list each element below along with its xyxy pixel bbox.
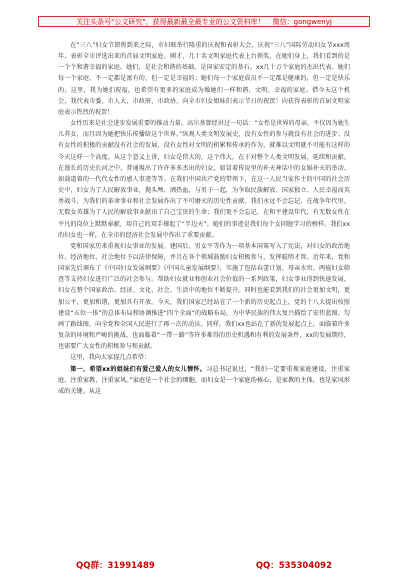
paragraph-text: 女性历来是社会进步发展重要的推动力量。高尔基曾经讲过一句话：“女性是世界的母亲，不仅因为她生儿养女，而且因为她把快乐传播给这个世界。”纵观人类文明发展史，没有女性的参与就没有社会的进步；没有女性的积极的贡献没有社会的发展，没有女性对文明的积累和传承的作为，就难以文明就不可能有这样的今天这样一个高度。从这个意义上讲，妇女是伟大的，这个伟大，在于对整个人类文明发展、延续和贡献。在漫长的历史长河之中，普通現出了许许多多杰出的妇女，如冒着传说里的补天神话中的女娲补天的举动、如载道着的一代代女性的感人事迹等等。在我们中国共产党的带领下，在这一人民当家作主的中国的社会历史中，妇女为了人民解放事业，抛头颅、洒热血，与男子一起，为争取民族解放、国家独立、人民幸福而英勇战斗，为我们的革命事业和社会发展作出了不可磨灭的历史性贡献。我们永远不会忘记，在战争年代里，无数女英雄为了人民的解放事业献出了自己宝贵的生命；我们更不会忘记，在和平建设年代，有无数女性在平凡的岗位上默默奉献，用自己的双手撑起了“半边天”。她们的事迹是我们每个女同胞学习的榜样。我们xx的妇女也一样，在全市的经济社会发展中作出了重要贡献。: [58, 120, 350, 239]
paragraph-text: 这里，我向大家提几点希望：: [70, 354, 151, 362]
paragraph: [58, 40, 350, 118]
paragraph: [58, 241, 350, 353]
paragraph: [58, 364, 350, 397]
footer-qq-number: QQ：535304092: [255, 561, 332, 571]
banner-wechat-text: 微信：gongwenyj: [272, 17, 332, 26]
paragraph-text: 在“三八”妇女节即将到来之际，市妇联举行隆重的庆祝和表彰大会，庆祝“三八”国际劳动妇女节xxx周年，表彰全市评选出来的首届文明家庭。刚才，几十名文明家庭代表上台领奖，在她们身上，我们看到的是一个个和谐幸福的家庭。她们，是社会和谐的基础，是国家安定的基石。xx几十万个家庭的杰出代表。她们每一个家庭，不一定都是富有的，但一定是幸福的；她们每一个家庭成员不一定都是健康的，但一定是快乐的。这里，我为她们祝福，也希望有更多的家庭成为像她们一样和谐、文明、幸福的家庭。借今天这个机会，我代表市委、市人大、市政府、市政协，向全市妇女姐妹们表示节日的祝贺！向获得表彰的首届文明家庭表示热烈的祝贺！: [58, 42, 350, 116]
paragraph: [58, 118, 350, 241]
footer-qq-group: QQ群：31991489: [76, 561, 155, 571]
paragraph-text: 习总书记说过，“我们一定要重视家庭建设，注重家庭、注重家教、注重家风。”家庭是一个社会的细胞，而妇女是一个家庭的核心，是家教的主体，也是家风形成的关键。从这: [58, 365, 350, 395]
document-body: [58, 40, 350, 397]
top-banner: [38, 16, 370, 27]
paragraph-heading: 第一，希望xx的姐妹们有爱己爱人的女儿情怀。: [70, 365, 207, 373]
footer: [40, 559, 368, 571]
paragraph-text: 党和国家历来重视妇女事业的发展。建国后，男女平等作为一项基本国策写入了宪法，对妇女的政治地位、经济地位、社会地位予以法律保障，并且在各个领域鼓励妇女积极参与，发挥聪明才智。近年来，党和国家先后颁布了《中国妇女发展纲要》《中国儿童发展纲要》，实施了包括春蕾计划、母亲水窖、两癌妇女筛查等支持妇女进行广泛的社会参与。帮助妇女就业和创业社会价值的一系列政策，妇女事业得到快速发展，妇女在整个国家政治、经济、文化、社会、生活中的地位不断提升。同时也能看到我们的社会更加文明，更加公平、更加和谐，更加具有开放。今天，我们国家已经站在了一个新的历史起点上，党的十八大提出按照建设“五位一体”的总体布局和协调推进“四个全面”的战略布局，为中华民族的伟大复兴描绘了宏伟蓝图、勾画了路线图，向全党和全国人民进行了再一次的动员。同样，我们xx也站在了新的发展起点上，面临着许多复杂的环境和严峻的挑战，也面临着“一带一路”等许多难得的历史机遇和有利的发展条件，xx的发展期待，也需要广大女性的积极参与和贡献。: [58, 242, 350, 351]
banner-promo-text: 关注头条号"公文研究"，获得最新最全最专业的公文资料库！: [76, 17, 265, 26]
paragraph: [58, 352, 350, 363]
